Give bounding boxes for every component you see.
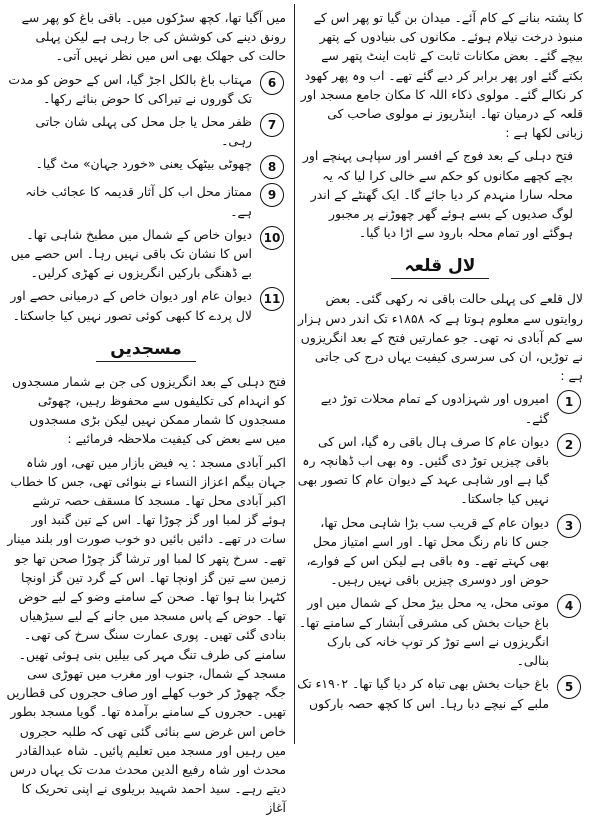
list-item: [297, 593, 583, 670]
item-number: 1: [557, 390, 581, 414]
item-number: 3: [557, 514, 581, 538]
item-text: ظفر محل یا جل محل کی پہلی شان جاتی رہی۔: [35, 114, 252, 149]
item-number: 2: [557, 433, 581, 457]
item-text: چھوٹی بیٹھک یعنی «خورد جہان» مٹ گیا۔: [35, 156, 252, 172]
mosque-intro-paragraph: فتح دہلی کے بعد انگریزوں کی جن بے شمار مسجدوں کو انہدام کی تکلیفوں سے محفوظ رہیں، چھوٹی مسجدوں کا شمار ممکن نہیں لیکن بڑی مسجدوں میں سے بعض کی کیفیت ملاحظہ فرمائیے :: [12, 373, 286, 447]
lal-qila-heading-text: لال قلعہ: [391, 254, 490, 279]
item-number: 8: [260, 155, 284, 179]
item-text: امیروں اور شہزادوں کے تمام محلات توڑ دیے گئے۔: [320, 391, 549, 426]
item-text: دیوان خاص کے شمال میں مطبخ شاہی تھا۔ اس کا نشان تک باقی نہیں رہا۔ اس حصے میں بے ڈھنگی بارکیں انگریزوں نے کھڑی کرلیں۔: [10, 226, 252, 281]
list-item: [6, 70, 286, 108]
lal-qila-heading: [297, 254, 583, 279]
item-number: 9: [260, 183, 284, 207]
masjidein-heading-text: مسجدیں: [96, 337, 196, 362]
item-number: 4: [557, 594, 581, 618]
item-number: 6: [260, 71, 284, 95]
fort-list-continued: [6, 70, 286, 325]
item-text: مہتاب باغ بالکل اجڑ گیا، اس کے حوض کو مدت تک گوروں نے تیراکی کا حوض بنائے رکھا۔: [8, 71, 252, 106]
item-text: دیوان عام اور دیوان خاص کے درمیانی حصے اور لال پردے کا کبھی کوئی تصور نہیں کیا جاسکتا۔: [10, 288, 252, 323]
right-intro-paragraph: کا پشتہ بنانے کے کام آئے۔ میدان بن گیا تو پھر اس کے منبوذ درخت نیلام ہوئے۔ مکانوں کی بنیادوں کے پتھر بیچے گئے۔ بعض مکانات ثابت کے ثابت اینٹ پتھر سے بکتے گئے اور پھر برابر کر دیے گئے تھے۔ اب وہ پھر کھود کر نکالے گئے۔ مولوی ذکاء اللہ کا مکان جامع مسجد اور قلعہ کے درمیان تھا۔ اینڈریوز نے مولوی صاحب کی زبانی لکھا ہے :: [300, 10, 583, 141]
list-item: [297, 389, 583, 427]
left-intro-paragraph: میں آگیا تھا، کچھ سڑکوں میں۔ باقی باغ کو پھر سے رونق دینے کی کوشش کی جا رہی ہے لیکن پہلی حالت کی جھلک بھی اس میں نظر نہیں آتی۔: [21, 10, 286, 64]
item-text: دیوان عام کا صرف ہال باقی رہ گیا، اس کی باقی چیزیں توڑ دی گئیں۔ وہ بھی اب ڈھانچہ رہ گیا ہے اور شاہی عہد کے دیوان عام کا تصور بھی نہیں کیا جاسکتا۔: [297, 433, 549, 507]
fort-list: [297, 389, 583, 712]
item-text: موتی محل، یہ محل بیڑ محل کے شمال میں اور باغ حیات بخش کی مشرقی آبشار کے سامنے تھا۔ انگریزوں نے اسے توڑ کر توپ خانہ کی بارک بنالی۔: [298, 595, 549, 669]
left-column: [6, 8, 286, 816]
fort-intro-paragraph: لال قلعے کی پہلی حالت باقی نہ رکھی گئی۔ بعض روایتوں سے معلوم ہوتا ہے کہ ۱۸۵۸ء تک اندر دس ہزار سے کم آبادی نہ تھی۔ جو عمارتیں فتح کے بعد انگریزوں نے توڑیں، ان کی سرسری کیفیت یہاں درج کی جاتی ہے :: [297, 291, 583, 384]
item-number: 11: [260, 287, 284, 311]
list-item: [6, 112, 286, 150]
item-number: 7: [260, 113, 284, 137]
item-text: دیوان عام کے قریب سب بڑا شاہی محل تھا، جس کا نام رنگ محل تھا۔ اور اسے امتیاز محل بھی کہتے تھے۔ وہ باقی ہے لیکن اس کے فوارے، حوض اور دوسری چیزیں باقی نہیں رہیں۔: [306, 514, 549, 588]
item-text: ممتاز محل اب کل آثار قدیمہ کا عجائب خانہ ہے۔: [25, 184, 252, 219]
list-item: [6, 225, 286, 283]
masjidein-heading: [6, 337, 286, 362]
list-item: [6, 182, 286, 220]
list-item: [297, 432, 583, 509]
mosque-paragraph: اکبر آبادی مسجد : یہ فیض بازار میں تھی، اور شاہ جہان بیگم اعزاز النساء نے بنوائی تھی، جس کا خطاب اکبر آبادی محل تھا۔ مسجد کا مسقف حصہ ترشے ہوئے گز لمبا اور گز چوڑا تھا۔ اس کے تین گنبد اور سات در تھے۔ دائیں بائیں دو خوب صورت اور بلند مینار تھے۔ سرخ پتھر کا لمبا اور ترشا گز چوڑا صحن تھا جو زمین سے تین گز اونچا تھا۔ اس کے گرد تین گز اونچا کٹہرا بنا ہوا تھا۔ صحن کے سامنے وضو کے لیے حوض تھا۔ حوض کے پاس مسجد میں جانے کے لیے سیڑھیاں بنادی گئی تھیں۔ پوری عمارت سنگ سرخ کی تھی۔ سامنے کی طرف تنگ مہر کی بیلیں بنی ہوئی تھیں۔ مسجد کے شمال، جنوب اور مغرب میں تھوڑی سی جگہ چھوڑ کر خوب کھلے اور صاف حجروں کی قطاریں تھیں۔ حجروں کے سامنے برآمدہ تھا۔ گویا مسجد بطور خاص اس غرض سے بنائی گئی تھی کہ طلبہ حجروں میں رہیں اور مسجد میں تعلیم پائیں۔ شاہ عبدالقادر محدث اور شاہ رفیع الدین محدث مدت تک یہاں درس دیتے رہے۔ سید احمد شہید بریلوی نے اپنی تحریک کا آغاز: [6, 454, 286, 816]
list-item: [6, 154, 286, 178]
list-item: [297, 674, 583, 712]
quote-paragraph: فتح دہلی کے بعد فوج کے افسر اور سپاہی پہنچے اور بچے کچھے مکانوں کو حکم سے خالی کرا لیا کہ یہ محلہ سارا منہدم کر دیا جائے گا۔ ایک گھنٹے کے اندر لوگ صدیوں کے بسے ہوئے گھر چھوڑنے پر مجبور ہوگئے اور تمام محلہ بارود سے اڑا دیا گیا۔: [302, 148, 573, 241]
right-column: [297, 8, 583, 742]
item-text: باغ حیات بخش بھی تباہ کر دیا گیا تھا۔ ۱۹۰۲ء تک ملبے کے نیچے دبا رہا۔ اس کا کچھ حصہ بارکوں: [297, 676, 549, 711]
list-item: [297, 513, 583, 590]
column-divider: [294, 4, 295, 744]
list-item: [6, 286, 286, 324]
item-number: 5: [557, 675, 581, 699]
item-number: 10: [260, 226, 284, 250]
